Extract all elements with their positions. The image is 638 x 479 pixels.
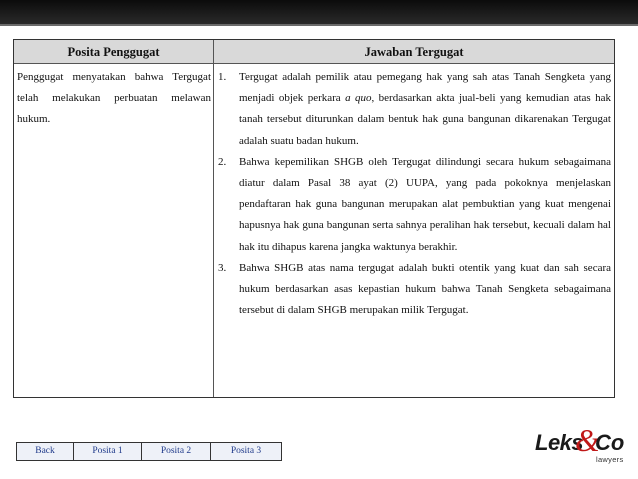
slide-navigation	[16, 442, 282, 461]
header-posita-penggugat: Posita Penggugat	[14, 40, 214, 64]
jawaban-text-italic-segment: a quo	[345, 92, 372, 105]
posita-penggugat-text: Penggugat menyatakan bahwa Tergugat telah melakukan perbuatan melawan hukum.	[14, 64, 214, 397]
jawaban-item-3	[214, 258, 614, 322]
top-title-bar	[0, 0, 638, 24]
logo-tagline: lawyers	[596, 455, 624, 464]
posita-1-button[interactable]: Posita 1	[73, 443, 141, 460]
jawaban-item-number: 3.	[218, 261, 227, 274]
jawaban-item-1	[214, 67, 614, 152]
jawaban-item-text	[239, 67, 614, 152]
jawaban-text-segment: , berdasarkan akta jual-beli yang kemudian atas hak tanah tersebut diturunkan dalam bentuk hak guna bangunan dikarenakan Tergugat adalah suatu badan hukum.	[239, 92, 612, 147]
jawaban-text-segment: Tergugat adalah pemilik atau pemegang hak yang sah atas Tanah Sengketa yang menjadi objek perkara	[239, 71, 611, 105]
logo-wordmark-co: Co	[595, 430, 625, 455]
posita-3-button[interactable]: Posita 3	[210, 443, 281, 460]
posita-2-button[interactable]: Posita 2	[141, 443, 210, 460]
jawaban-item-text	[239, 152, 614, 258]
jawaban-item-number: 2.	[218, 155, 227, 168]
header-jawaban-tergugat: Jawaban Tergugat	[214, 40, 614, 64]
jawaban-item-number: 1.	[218, 71, 227, 83]
leks-co-logo	[535, 422, 631, 468]
comparison-table	[13, 39, 615, 398]
jawaban-text-segment: Bahwa kepemilikan SHGB oleh Tergugat dilindungi secara hukum sebagaimana diatur dalam Pasal 38 ayat (2) UUPA, yang pada pokoknya menjelaskan pendaftaran hak guna bangunan merupakan alat pembuktian yang kuat mengenai hapusnya hak guna bangunan serta sahnya peralihan hak tersebut, kecuali dalam hal hak itu dihapus karena jangka waktunya berakhir.	[239, 155, 611, 253]
jawaban-item-2	[214, 152, 614, 258]
jawaban-text-segment: Bahwa SHGB atas nama tergugat adalah bukti otentik yang kuat dan sah secara hukum berdasarkan asas kepastian hukum bahwa Tanah Sengketa sebagaimana tersebut di dalam SHGB merupakan milik Tergugat.	[239, 261, 611, 317]
logo-wordmark-leks: Leks	[535, 430, 584, 455]
logo-ampersand: &	[575, 422, 600, 458]
jawaban-item-text	[239, 258, 614, 322]
back-button[interactable]: Back	[35, 446, 55, 456]
title-bar-divider	[0, 24, 638, 26]
jawaban-tergugat-list	[214, 64, 614, 397]
